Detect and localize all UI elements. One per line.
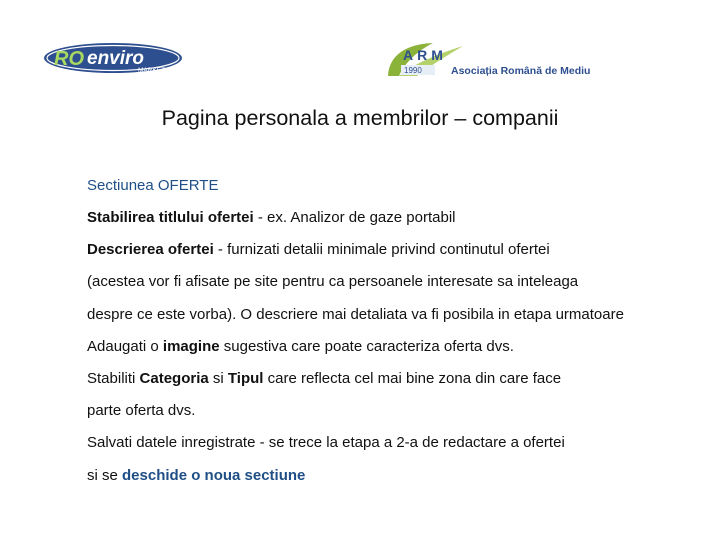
- svg-text:MARKET: MARKET: [138, 67, 166, 74]
- paragraph-title-text: - ex. Analizor de gaze portabil: [253, 209, 456, 226]
- paragraph-category-bold1: Categoria: [139, 370, 209, 387]
- section-heading: Sectiunea OFERTE: [87, 177, 219, 194]
- svg-text:enviro: enviro: [87, 48, 145, 69]
- svg-text:1990: 1990: [404, 66, 422, 75]
- paragraph-description-text: - furnizati detalii minimale privind continutul ofertei: [213, 241, 550, 258]
- paragraph-category-pre: Stabiliti: [87, 370, 140, 387]
- paragraph-description-line3: despre ce este vorba). O descriere mai detaliata va fi posibila in etapa urmatoare: [87, 306, 624, 323]
- new-section-link[interactable]: deschide o noua sectiune: [122, 467, 306, 484]
- paragraph-title-bold: Stabilirea titlului ofertei: [87, 209, 254, 226]
- paragraph-image-bold: imagine: [162, 338, 220, 355]
- svg-text:ARM: ARM: [403, 47, 447, 63]
- svg-text:RO: RO: [54, 48, 84, 70]
- paragraph-description: [87, 241, 550, 259]
- paragraph-save-line2: [87, 467, 305, 485]
- paragraph-description-line2: (acestea vor fi afisate pe site pentru ca persoanele interesate sa inteleaga: [87, 273, 579, 290]
- paragraph-save-pre: si se: [87, 467, 123, 484]
- paragraph-save: Salvati datele inregistrate - se trece la etapa a 2-a de redactare a ofertei: [87, 434, 565, 451]
- paragraph-image-post: sugestiva care poate caracteriza oferta dvs.: [219, 338, 514, 355]
- paragraph-category-line2: parte oferta dvs.: [87, 402, 196, 419]
- paragraph-description-bold: Descrierea ofertei: [87, 241, 214, 258]
- page-title: Pagina personala a membrilor – companii: [161, 106, 559, 130]
- arm-logo: [385, 38, 595, 82]
- paragraph-category-mid: si: [208, 370, 228, 387]
- paragraph-category-bold2: Tipul: [227, 370, 264, 387]
- paragraph-image: [87, 338, 514, 356]
- svg-text:Asociația Română de Mediu: Asociația Română de Mediu: [451, 65, 591, 77]
- paragraph-category-post: care reflecta cel mai bine zona din care face: [263, 370, 562, 387]
- ro-enviro-market-logo: [42, 40, 184, 76]
- paragraph-title: [87, 209, 456, 227]
- paragraph-category: [87, 370, 561, 388]
- paragraph-image-pre: Adaugati o: [87, 338, 163, 355]
